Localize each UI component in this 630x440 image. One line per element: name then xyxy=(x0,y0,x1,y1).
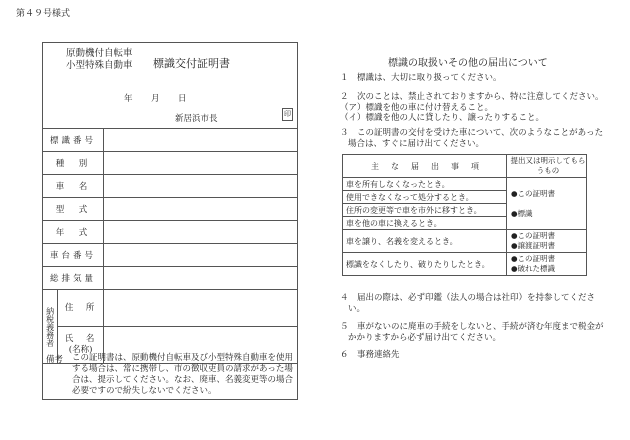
row-label-displacement: 総排気量 xyxy=(43,267,104,290)
notification-table xyxy=(342,154,587,276)
matter-3: 住所の変更等で車を市外に移すとき。 xyxy=(343,204,507,217)
guide-item-3 xyxy=(340,128,603,149)
date-year: 年 xyxy=(124,94,133,104)
required-3 xyxy=(507,253,587,276)
table-head-matter: 主 な 届 出 事 項 xyxy=(343,155,507,178)
category-value xyxy=(104,152,298,175)
seal-mark: 印 xyxy=(282,108,293,121)
row-label-model: 型 式 xyxy=(43,198,104,221)
vehicle-type-line1: 原動機付自転車 xyxy=(66,48,133,59)
guide-item-2 xyxy=(340,92,604,124)
guide-item-3-line2: 場合は、すぐに届け出てください。 xyxy=(348,138,485,149)
guide-item-4 xyxy=(340,293,595,314)
chassis-value xyxy=(104,244,298,267)
issuer: 新居浜市長 xyxy=(175,114,218,124)
matter-4: 車を他の車に換えるとき。 xyxy=(343,217,507,230)
matter-1: 車を所有しなくなったとき。 xyxy=(343,178,507,191)
guide-item-5 xyxy=(340,322,604,343)
displacement-value xyxy=(104,267,298,290)
date-day: 日 xyxy=(178,94,187,104)
guide-item-4-line2: い。 xyxy=(348,303,366,314)
required-3b: ●破れた標識 xyxy=(511,264,556,273)
taxpayer-label: 納税義務者 xyxy=(43,290,58,364)
vehicle-type-line2: 小型特殊自動車 xyxy=(66,60,133,71)
matter-6: 標識をなくしたり、破りたりしたとき。 xyxy=(343,253,507,276)
vehicle-type xyxy=(66,48,133,72)
note-label: 備考 xyxy=(46,355,64,365)
guide-item-1: １ 標識は、大切に取り扱ってください。 xyxy=(340,73,502,83)
guide-item-5-line2: かかりますから必ず届け出てください。 xyxy=(348,332,502,343)
form-number: 第４９号様式 xyxy=(16,9,71,19)
row-label-make: 車 名 xyxy=(43,175,104,198)
required-1b: ●標識 xyxy=(511,208,533,218)
required-1 xyxy=(507,178,587,230)
guide-item-6: ６ 事務連絡先 xyxy=(340,350,400,360)
row-label-plate-number: 標識番号 xyxy=(43,129,104,152)
guide-title: 標識の取扱いその他の届出について xyxy=(388,58,548,69)
guide-item-2-a: （ア）標識を他の車に付け替えること。 xyxy=(340,102,494,113)
guide-item-4-line1: ４ 届出の際は、必ず印鑑（法人の場合は社印）を持参してくださ xyxy=(340,293,596,303)
required-3a: ●この証明書 xyxy=(511,254,556,263)
address-label: 住 所 xyxy=(58,290,104,327)
address-value xyxy=(104,290,298,327)
make-value xyxy=(104,175,298,198)
plate-number-value xyxy=(104,129,298,152)
guide-item-5-line1: ５ 車がないのに廃車の手続をしないと、手続が済む年度まで税金が xyxy=(340,322,604,332)
row-label-chassis: 車台番号 xyxy=(43,244,104,267)
required-2 xyxy=(507,230,587,253)
certificate-title: 標識交付証明書 xyxy=(153,57,230,70)
date-month: 月 xyxy=(151,94,160,104)
registration-table xyxy=(42,128,298,364)
guide-item-2-b: （イ）標識を他の人に貸したり、譲ったりすること。 xyxy=(340,113,545,123)
name-sub-label: (名称) xyxy=(68,345,93,355)
model-value xyxy=(104,198,298,221)
year-value xyxy=(104,221,298,244)
required-2a: ●この証明書 xyxy=(511,231,556,240)
guide-item-2-line: ２ 次のことは、禁止されておりますから、特に注意してください。 xyxy=(340,92,604,102)
matter-5: 車を譲り、名義を変えるとき。 xyxy=(343,230,507,253)
required-1a: ●この証明書 xyxy=(511,188,556,198)
required-2b: ●譲渡証明書 xyxy=(511,241,556,250)
table-head-required: 提出又は明示してもらうもの xyxy=(507,155,587,178)
row-label-category: 種 別 xyxy=(43,152,104,175)
guide-item-3-line1: ３ この証明書の交付を受けた車について、次のようなことがあった xyxy=(340,128,604,138)
row-label-year: 年 式 xyxy=(43,221,104,244)
note-text: この証明書は、原動機付自転車及び小型特殊自動車を使用する場合は、常に携帯し、市の徴収吏員の請求があった場合は、提示してください。なお、廃車、名義変更等の場合必要ですので紛失しないでください。 xyxy=(72,353,294,396)
name-label: 氏 名 xyxy=(64,334,97,344)
matter-2: 使用できなくなって処分するとき。 xyxy=(343,191,507,204)
